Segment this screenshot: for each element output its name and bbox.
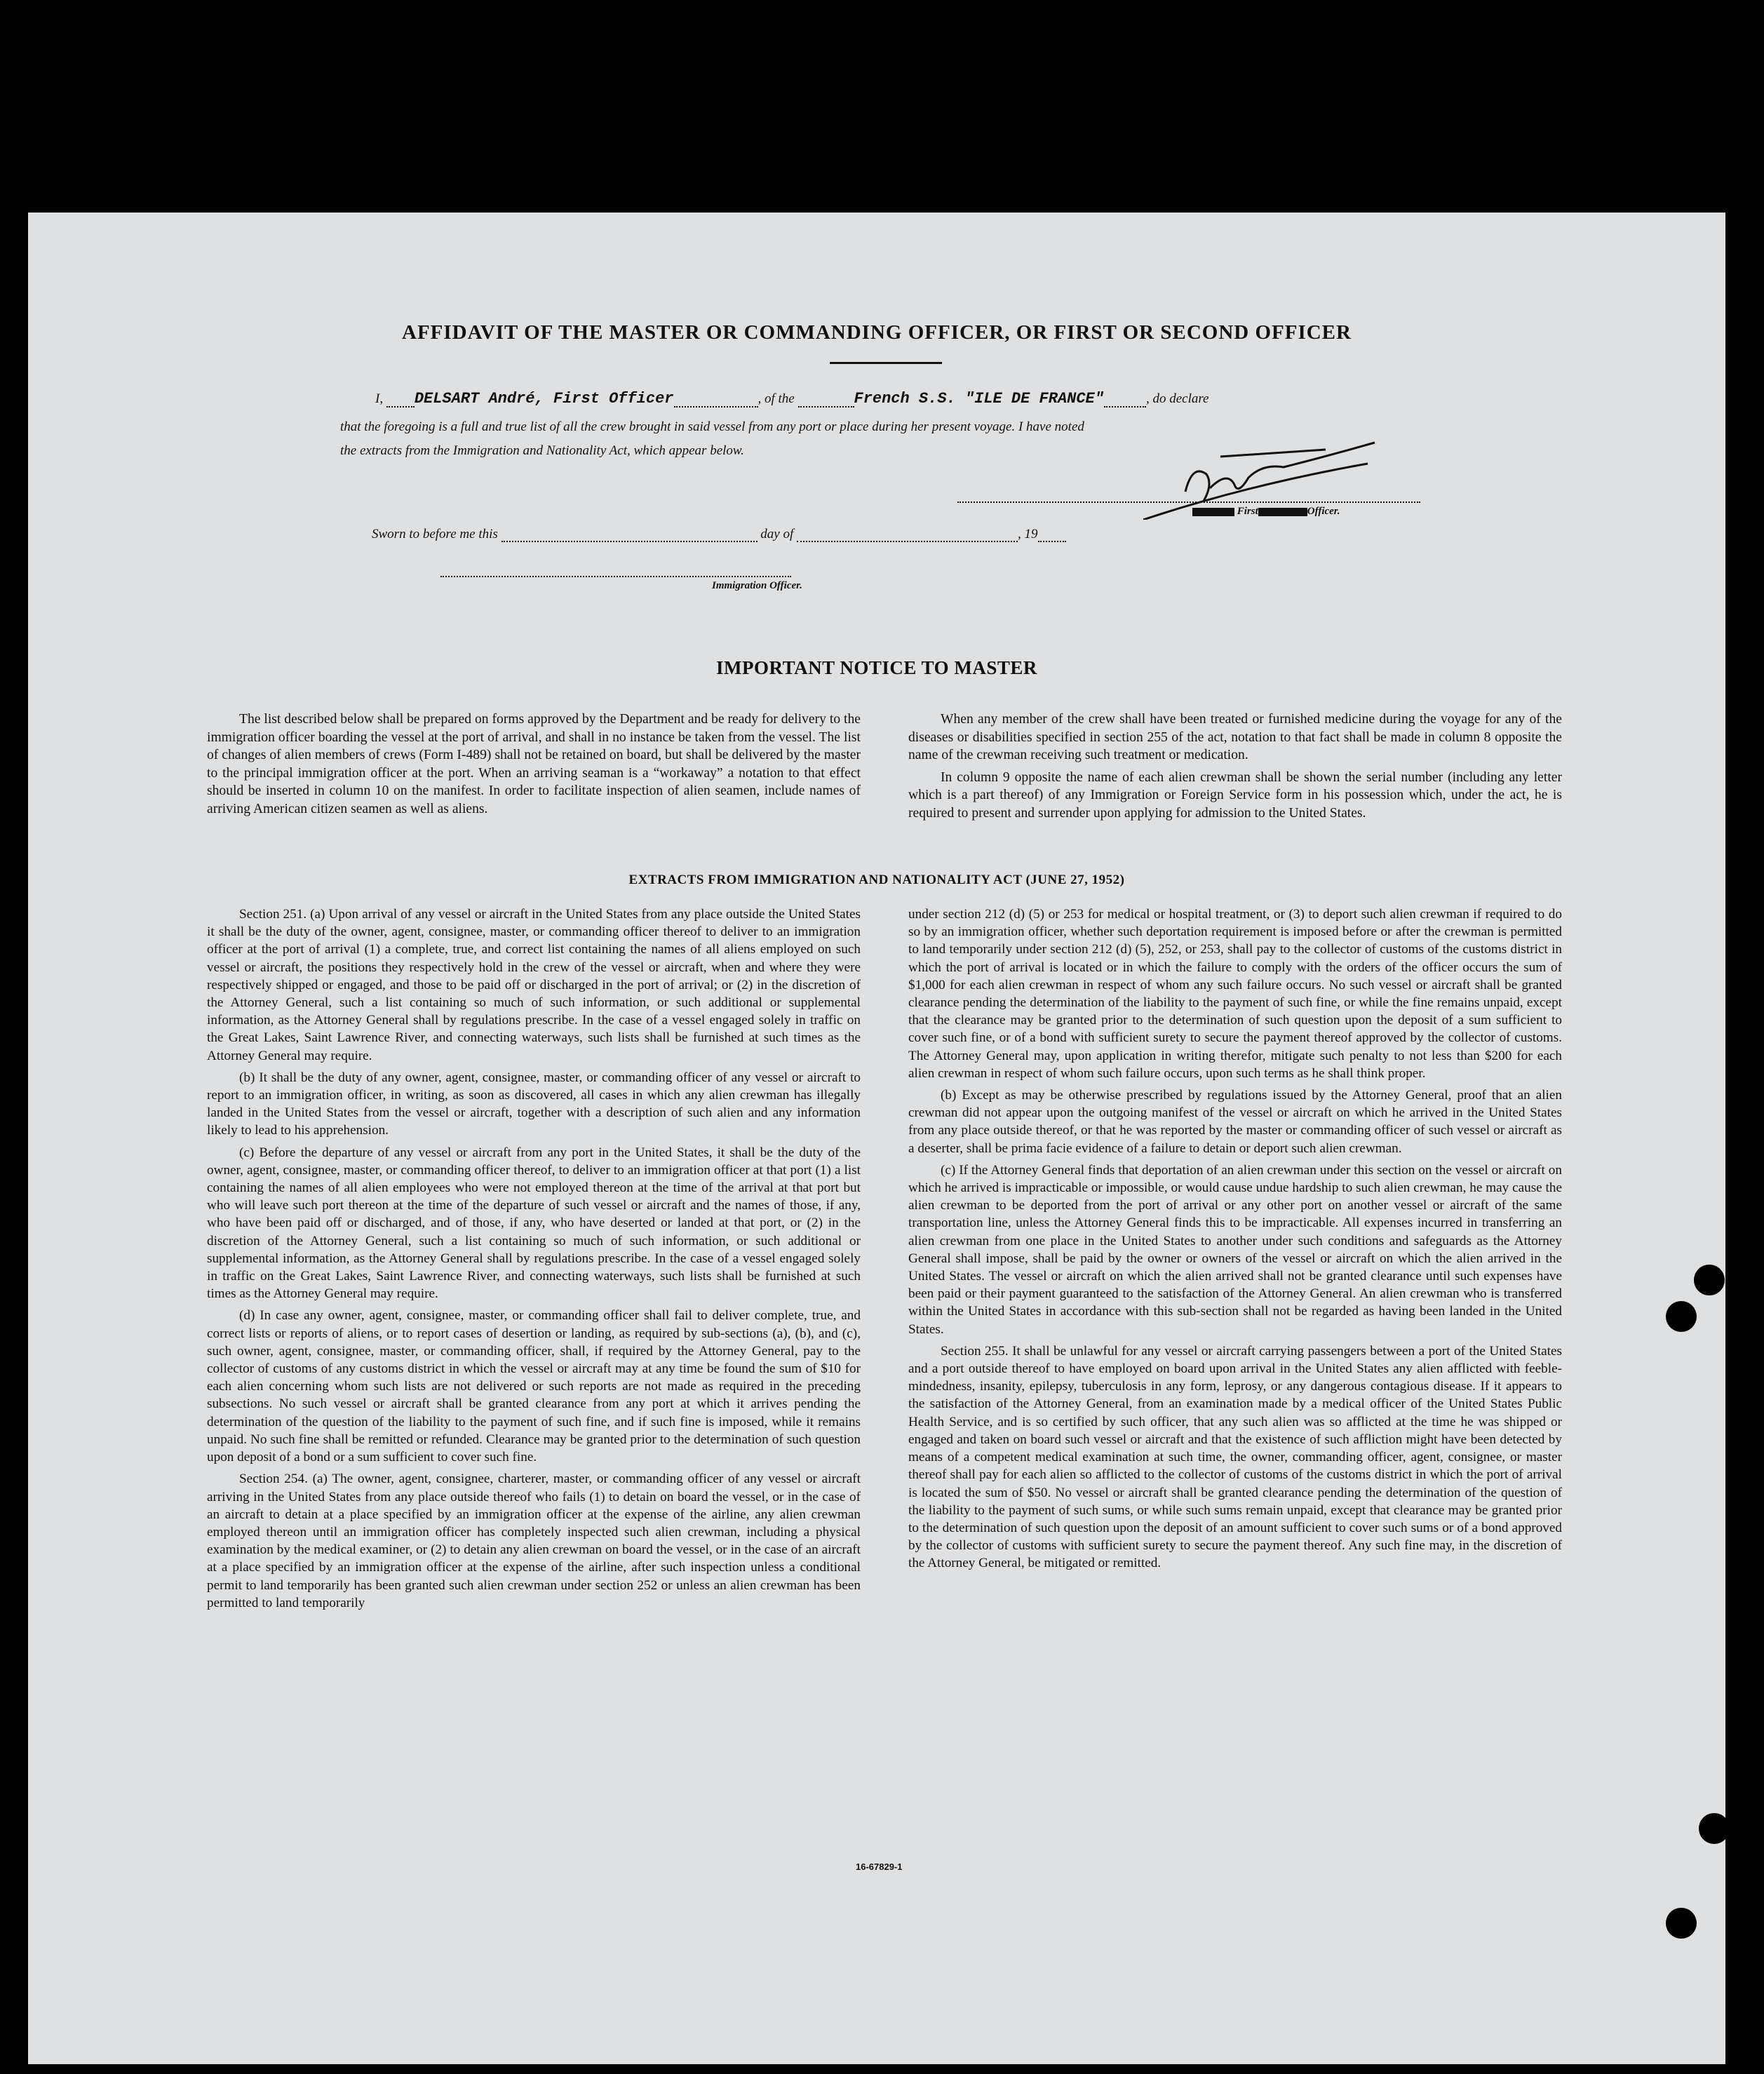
affidavit-title: AFFIDAVIT OF THE MASTER OR COMMANDING OFFICER, OR FIRST OR SECOND OFFICER bbox=[402, 321, 1352, 344]
redacted-mark bbox=[1258, 508, 1307, 516]
extracts-left-column bbox=[207, 905, 861, 1616]
form-number: 16-67829-1 bbox=[856, 1861, 903, 1872]
notice-left-column bbox=[207, 711, 861, 823]
extracts-right-column bbox=[908, 905, 1562, 1577]
immigration-officer-line bbox=[440, 576, 791, 577]
day-of-label: day of bbox=[760, 527, 794, 541]
title-rule bbox=[830, 362, 942, 364]
punch-hole bbox=[1694, 1265, 1725, 1295]
document-page bbox=[28, 213, 1725, 2064]
notice-paragraph: In column 9 opposite the name of each alien crewman shall be shown the serial number (including any letter which is a part thereof) of any Immigration or Foreign Service form in his possession which, under the act, he is required to present and surrender upon applying for admission to the United States. bbox=[908, 769, 1562, 821]
declaration-line bbox=[375, 390, 1209, 408]
declarant-name: DELSART André, First Officer bbox=[414, 390, 674, 408]
notice-right-column bbox=[908, 711, 1562, 827]
notice-title: IMPORTANT NOTICE TO MASTER bbox=[716, 657, 1037, 678]
extract-paragraph: Section 251. (a) Upon arrival of any vessel or aircraft in the United States from any place outside the United States it shall be the duty of the owner, agent, consignee, master, or commanding officer thereof to deliver to an immigration officer at the port of arrival (1) a complete, true, and correct list containing the names of all aliens employed on such vessel or aircraft, the positions they respectively hold in the crew of the vessel or aircraft, when and where they were respectively shipped or engaged, and those to be paid off or discharged in the port of arrival; or (2) in the discretion of the Attorney General, such a list containing so much of such information, or such additional or supplemental information, as the Attorney General shall by regulations prescribe. In the case of a vessel engaged solely in traffic on the Great Lakes, Saint Lawrence River, and connecting waterways, such lists shall be furnished at such times as the Attorney General may require. bbox=[207, 907, 861, 1063]
vessel-name: French S.S. "ILE DE FRANCE" bbox=[854, 390, 1104, 408]
declaration-text-line2: that the foregoing is a full and true list of all the crew brought in said vessel from any port or place during her present voyage. I have noted bbox=[340, 419, 1084, 434]
notice-paragraph: When any member of the crew shall have been treated or furnished medicine during the voyage for any of the diseases or disabilities specified in section 255 of the act, notation to that fact shall be made in column 8 opposite the name of the crewman receiving such treatment or medication. bbox=[908, 712, 1562, 763]
year-label: , 19 bbox=[1018, 527, 1038, 541]
sworn-label: Sworn to before me this bbox=[372, 527, 498, 541]
notice-paragraph: The list described below shall be prepared on forms approved by the Department and be ready for delivery to the immigration officer boarding the vessel at the port of arrival, and shall in no instance be taken from the vessel. The list of changes of alien members of crews (Form I-489) shall not be retained on board, but shall be delivered by the master to the principal immigration officer at the port. When an arriving seaman is a “workaway” a notation to that effect should be inserted in column 10 on the manifest. In order to facilitate inspection of alien seamen, include names of arriving American citizen seamen as well as aliens. bbox=[207, 712, 861, 816]
sig-first-label: First bbox=[1237, 506, 1258, 517]
signature-caption bbox=[1192, 506, 1340, 518]
extract-paragraph: (d) In case any owner, agent, consignee, master, or commanding officer shall fail to deliver complete, true, and correct lists or reports of aliens, or to report cases of desertion or landing, as required by sub-sections (a), (b), and (c), such owner, agent, consignee, master, or commanding officer, shall, if required by the Attorney General, pay to the collector of customs of any customs district in which the vessel or aircraft may at any time be found the sum of $10 for each alien concerning whom such lists are not delivered or such reports are not made as required in the preceding subsections. No such vessel or aircraft shall be granted clearance from any port at which it arrives pending the determination of the question of the liability to the payment of such fine, and if such fine is imposed, while it remains unpaid. No such fine shall be remitted or refunded. Clearance may be granted prior to the determination of such question upon deposit of a bond or a sum sufficient to cover such fine. bbox=[207, 1308, 861, 1465]
punch-hole bbox=[1666, 1908, 1697, 1939]
day-blank[interactable] bbox=[501, 527, 758, 542]
dots bbox=[1104, 392, 1146, 408]
extract-paragraph: (b) Except as may be otherwise prescribed by regulations issued by the Attorney General, proof that an alien crewman did not appear upon the outgoing manifest of the vessel or aircraft on which he arrived in the United States from any place outside thereof, or that he was reported by the master or commanding officer of such vessel or aircraft as a deserter, shall be prima facie evidence of a failure to detain or deport such alien crewman. bbox=[908, 1088, 1562, 1156]
sworn-line bbox=[372, 527, 1066, 542]
month-blank[interactable] bbox=[797, 527, 1018, 542]
sig-officer-label: Officer. bbox=[1307, 506, 1340, 517]
extract-paragraph: (c) If the Attorney General finds that deportation of an alien crewman under this section on the vessel or aircraft on which he arrived is impracticable or impossible, or would cause undue hardship to such alien crewman, he may cause the alien crewman to be deported from the port of arrival or any other port on another vessel or aircraft of the same transportation line, unless the Attorney General finds this to be impracticable. All expenses incurred in transferring an alien crewman from one place in the United States to another under such conditions and safeguards as the Attorney General shall impose, shall be paid by the owner or owners of the vessel or aircraft on which the alien arrived in the United States. The vessel or aircraft on which the alien arrived shall not be granted clearance until such expenses have been paid or their payment guaranteed to the satisfaction of the Attorney General. An alien crewman who is transferred within the United States in accordance with this sub-section shall not be regarded as having been landed in the United States. bbox=[908, 1162, 1562, 1337]
dots bbox=[386, 392, 415, 408]
extract-paragraph: under section 212 (d) (5) or 253 for medical or hospital treatment, or (3) to deport such alien crewman if required to do so by an immigration officer, whether such deportation requirement is imposed before or after the crewman is permitted to land temporarily under section 212 (d) (5), 252, or 253, shall pay to the collector of customs of the customs district in which the port of arrival is located or in which the failure to comply with the orders of the officer occurs the sum of $1,000 for each alien crewman in respect of whom any such failure occurs. No such vessel or aircraft shall be granted clearance pending the determination of the liability to the payment of such fine, or while the fine remains unpaid, except that the clearance may be granted prior to the determination of such question upon the deposit of a sum sufficient to cover such fine, or of a bond with sufficient surety to secure the payment thereof approved by the collector of customs. The Attorney General may, upon application in writing therefor, mitigate such penalty to not less than $200 for each alien crewman in respect of whom such failure occurs, upon such terms as he shall think proper. bbox=[908, 907, 1562, 1081]
do-declare-label: , do declare bbox=[1145, 391, 1209, 406]
extract-paragraph: Section 255. It shall be unlawful for any vessel or aircraft carrying passengers between a port of the United States and a port outside thereof to have employed on board upon arrival in the United States any alien afflicted with feeble-mindedness, insanity, epilepsy, tuberculosis in any form, leprosy, or any dangerous contagious disease. If it appears to the satisfaction of the Attorney General, from an examination made by a medical officer of the United States Public Health Service, and is so certified by such officer, that any such alien was so afflicted at the time he was shipped or engaged and taken on board such vessel or aircraft and that the existence of such affliction might have been detected by means of a competent medical examination at such time, the owner, commanding officer, agent, consignee, or master thereof shall pay for each alien so afflicted to the collector of customs of the customs district in which the port of arrival is located the sum of $50. No vessel or aircraft shall be granted clearance pending the determination of the question of the liability to the payment of such sums, or while such sums remain unpaid, except that clearance may be granted prior to the determination of such question upon the deposit of an amount sufficient to cover such sums or of a bond approved by the collector of customs with sufficient surety to secure the payment thereof. Any such fine may, in the discretion of the Attorney General, be mitigated or remitted. bbox=[908, 1343, 1562, 1571]
extract-paragraph: Section 254. (a) The owner, agent, consignee, charterer, master, or commanding officer of any vessel or aircraft arriving in the United States from any place outside thereof who fails (1) to detain on board the vessel, or in the case of an aircraft to detain at a place specified by an immigration officer at the expense of the airline, any alien crewman employed thereon until an immigration officer has completely inspected such alien crewman, including a physical examination by the medical examiner, or (2) to detain any alien crewman on board the vessel, or in the case of an aircraft at a place specified by an immigration officer at the expense of the airline, after such inspection unless a conditional permit to land temporarily has been granted such alien crewman under section 252 or unless an alien crewman has been permitted to land temporarily bbox=[207, 1472, 861, 1610]
immigration-officer-label: Immigration Officer. bbox=[712, 580, 802, 591]
redacted-mark bbox=[1192, 508, 1234, 516]
dots bbox=[798, 392, 854, 408]
i-label: I, bbox=[375, 391, 384, 406]
punch-hole bbox=[1666, 1301, 1697, 1332]
declaration-text-line3: the extracts from the Immigration and Nationality Act, which appear below. bbox=[340, 443, 744, 458]
punch-hole bbox=[1699, 1813, 1730, 1844]
dots bbox=[674, 392, 758, 408]
extracts-title: EXTRACTS FROM IMMIGRATION AND NATIONALITY ACT (JUNE 27, 1952) bbox=[628, 873, 1125, 887]
extract-paragraph: (c) Before the departure of any vessel or aircraft from any port in the United States, it shall be the duty of the owner, agent, consignee, master, or commanding officer thereof, to deliver to an immigration officer at that port (1) a list containing the names of all alien employees who were not employed thereon at the time of the arrival at that port but who will leave such port thereon at the time of the departure of such vessel or aircraft and the names of those, if any, who have been paid off or discharged, and of those, if any, who have deserted or landed at that port, or (2) in the discretion of the Attorney General, such a list containing so much of such information, or such additional or supplemental information, as the Attorney General shall by regulations prescribe. In the case of a vessel engaged solely in traffic on the Great Lakes, Saint Lawrence River, and connecting waterways, such lists shall be furnished at such times as the Attorney General may require. bbox=[207, 1145, 861, 1302]
of-the-label: , of the bbox=[758, 391, 795, 406]
year-blank[interactable] bbox=[1038, 527, 1066, 542]
extract-paragraph: (b) It shall be the duty of any owner, agent, consignee, master, or commanding officer of any vessel or aircraft to report to an immigration officer, in writing, as soon as discovered, all cases in which any alien crewman has illegally landed in the United States from the vessel or aircraft, together with a description of such alien and any information likely to lead to his apprehension. bbox=[207, 1070, 861, 1138]
